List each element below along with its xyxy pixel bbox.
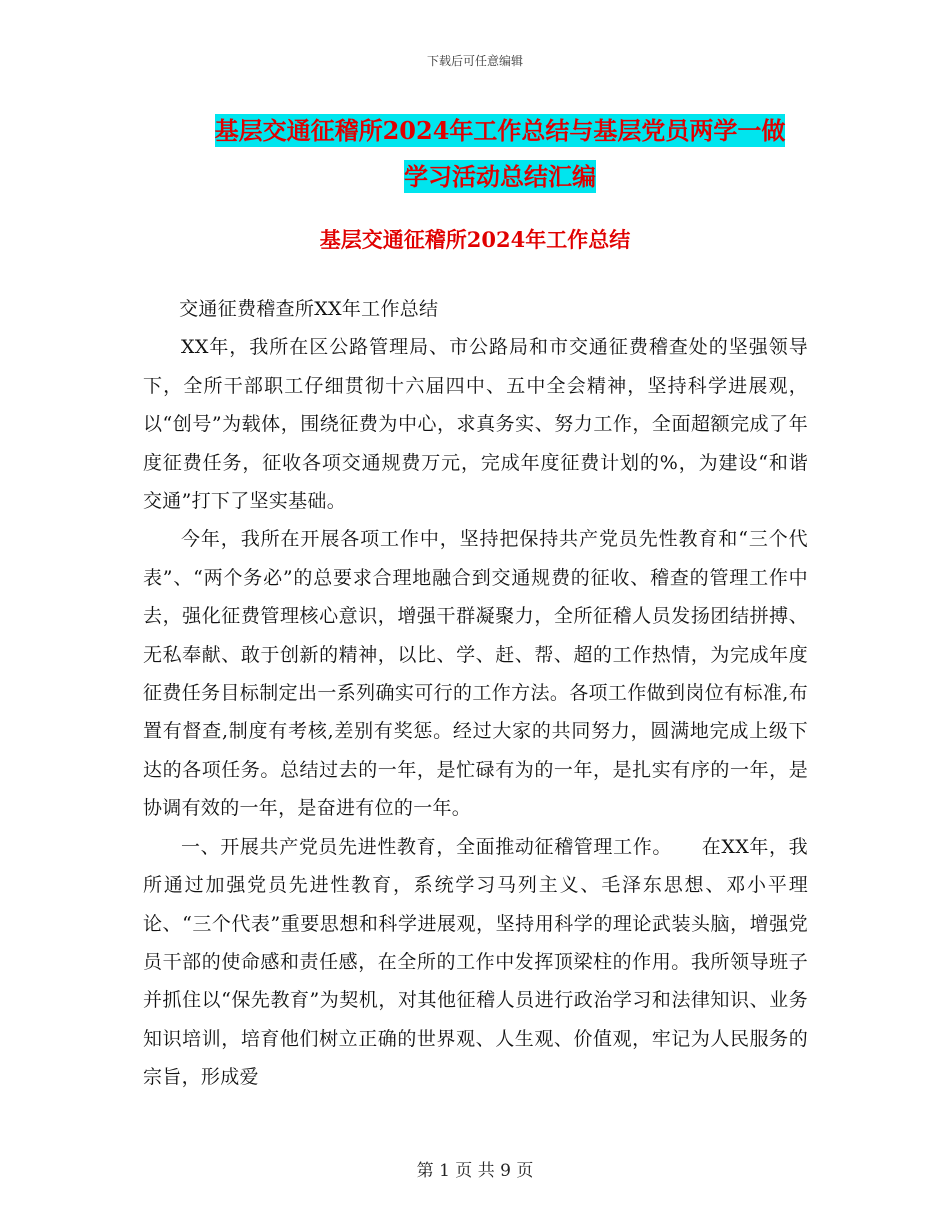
paragraph: 今年，我所在开展各项工作中，坚持把保持共产党员先性教育和“三个代表”、“两个务必”的总要求合理地融合到交通规费的征收、稽查的管理工作中去，强化征费管理核心意识，增强干群凝聚力，全所征稽人员发扬团结拼搏、无私奉献、敢于创新的精神，以比、学、赶、帮、超的工作热情，为完成年度征费任务目标制定出一系列确实可行的工作方法。各项工作做到岗位有标准,布置有督查,制度有考核,差别有奖惩。经过大家的共同努力，圆满地完成上级下达的各项任务。总结过去的一年，是忙碌有为的一年，是扎实有序的一年，是协调有效的一年，是奋进有位的一年。 bbox=[143, 528, 808, 820]
body-text bbox=[143, 290, 808, 1097]
paragraph: 一、开展共产党员先进性教育，全面推动征稽管理工作。 在XX年，我所通过加强党员先进性教育，系统学习马列主义、毛泽东思想、邓小平理论、“三个代表”重要思想和科学进展观，坚持用科学的理论武装头脑，增强党员干部的使命感和责任感，在全所的工作中发挥顶梁柱的作用。我所领导班子并抓住以“保先教育”为契机，对其他征稽人员进行政治学习和法律知识、业务知识培训，培育他们树立正确的世界观、人生观、价值观，牢记为人民服务的宗旨，形成爱 bbox=[143, 835, 808, 1089]
header-note: 下载后可任意编辑 bbox=[426, 54, 523, 68]
paragraph-heading: 交通征费稽查所XX年工作总结 bbox=[179, 298, 439, 320]
page-footer: 第 1 页 共 9 页 bbox=[416, 1161, 534, 1181]
document-title-line-2: 学习活动总结汇编 bbox=[404, 162, 596, 191]
paragraph: XX年，我所在区公路管理局、市公路局和市交通征费稽查处的坚强领导下，全所干部职工仔细贯彻十六届四中、五中全会精神，坚持科学进展观，以“创号”为载体，围绕征费为中心，求真务实、努力工作，全面超额完成了年度征费任务，征收各项交通规费万元，完成年度征费计划的%，为建设“和谐交通”打下了坚实基础。 bbox=[143, 336, 808, 513]
document-title bbox=[140, 108, 860, 200]
section-title: 基层交通征稽所2024年工作总结 bbox=[319, 227, 631, 252]
document-title-line-1: 基层交通征稽所2024年工作总结与基层党员两学一做 bbox=[214, 116, 786, 145]
